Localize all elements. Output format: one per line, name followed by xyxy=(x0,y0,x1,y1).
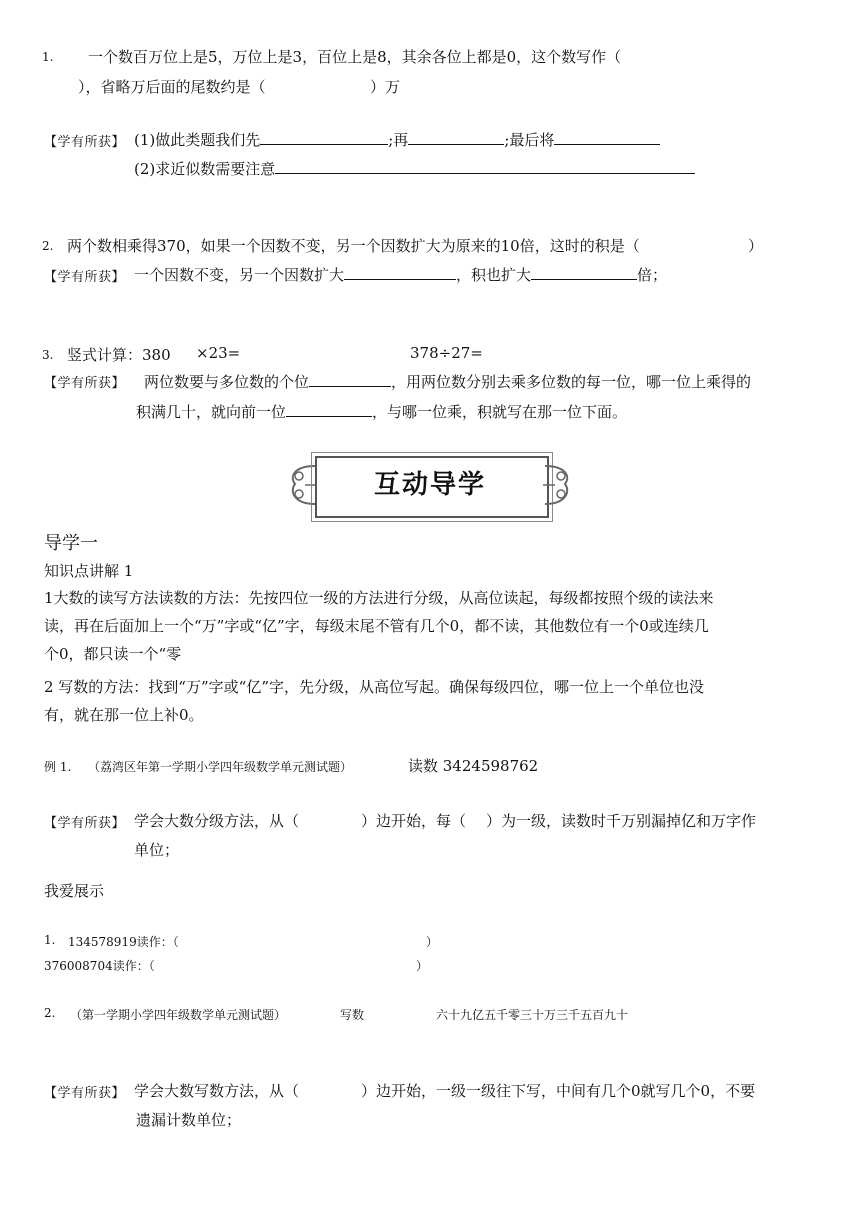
blank-field[interactable] xyxy=(531,265,637,280)
q2-number: 2. xyxy=(42,239,54,253)
gain4-text-c: ）为一级，读数时千万别漏掉亿和万字作 xyxy=(486,812,757,830)
write-method-line: 有，就在那一位上补0。 xyxy=(44,706,204,724)
gain1-line2 xyxy=(134,158,695,179)
gain5-line1 xyxy=(134,1080,755,1101)
gain5-text-a: 学会大数写数方法，从（ xyxy=(134,1082,300,1100)
gain-tag: 【学有所获】 xyxy=(44,376,126,391)
example-text: 读数 3424598762 xyxy=(408,757,539,775)
blank-field[interactable] xyxy=(286,402,372,417)
banner-title: 互动导学 xyxy=(373,470,486,500)
gain1-end: ;最后将 xyxy=(504,131,555,149)
gain2-line xyxy=(134,264,667,285)
q3-label: 竖式计算：380 xyxy=(67,346,171,364)
gain1-prefix: (1)做此类题我们先 xyxy=(134,131,261,149)
exercise-read-b: 376008704读作：（ xyxy=(44,959,155,973)
gain4-line2: 单位； xyxy=(134,841,180,859)
gain2-text-a: 一个因数不变，另一个因数扩大 xyxy=(134,266,345,284)
gain2-text-c: 倍； xyxy=(637,266,668,284)
blank-field[interactable] xyxy=(344,265,456,280)
blank-field[interactable] xyxy=(260,130,388,145)
gain-tag: 【学有所获】 xyxy=(44,816,126,831)
example-source: （荔湾区年第一学期小学四年级数学单元测试题） xyxy=(88,760,353,774)
gain3-line2 xyxy=(136,401,627,422)
gain-tag: 【学有所获】 xyxy=(44,270,126,285)
example-prefix: 例 1. xyxy=(44,760,72,774)
q3-number: 3. xyxy=(42,348,54,362)
method-paragraph-line: 个0，都只读一个“零 xyxy=(44,645,182,663)
gain5-line2: 遗漏计数单位； xyxy=(136,1111,242,1129)
show-heading: 我爱展示 xyxy=(44,882,105,900)
q2-text: 两个数相乘得370，如果一个因数不变，另一个因数扩大为原来的10倍，这时的积是（ xyxy=(67,237,640,255)
q1-text-line2b: ）万 xyxy=(370,78,401,96)
gain1-line1 xyxy=(134,129,660,150)
gain3-text-1a: 两位数要与多位数的个位 xyxy=(144,373,310,391)
exercise-read-a-close: ） xyxy=(426,935,439,949)
exercise-read-a: 134578919读作：（ xyxy=(68,935,179,949)
q2-close: ） xyxy=(748,237,764,255)
blank-field[interactable] xyxy=(408,130,504,145)
gain3-text-1b: ，用两位数分别去乘多位数的每一位，哪一位上乘得的 xyxy=(391,373,752,391)
exercise-number: 2. xyxy=(44,1006,56,1020)
gain2-text-b: ，积也扩大 xyxy=(456,266,532,284)
gain3-text-2b: ，与哪一位乘，积就写在那一位下面。 xyxy=(372,403,628,421)
q3-expr2: 378÷27= xyxy=(410,344,483,362)
method-paragraph-line: 读，再在后面加上一个“万”字或“亿”字，每级末尾不管有几个0，都不读，其他数位有一个0或连续几 xyxy=(44,617,709,635)
section-heading: 导学一 xyxy=(44,533,98,554)
ornament-right-icon xyxy=(541,462,575,508)
gain-tag: 【学有所获】 xyxy=(44,135,126,150)
gain1-mid: ;再 xyxy=(388,131,409,149)
blank-field[interactable] xyxy=(554,130,660,145)
exercise-text: 六十九亿五千零三十万三千五百九十 xyxy=(436,1008,629,1022)
section-banner xyxy=(285,448,575,522)
exercise-read-b-close: ） xyxy=(416,959,429,973)
q1-text: 一个数百万位上是5，万位上是3，百位上是8，其余各位上都是0，这个数写作（ xyxy=(88,48,622,66)
q1-number: 1. xyxy=(42,50,54,64)
q3-expr1: ×23= xyxy=(196,344,241,362)
gain3-line1 xyxy=(144,371,751,392)
gain1-b-prefix: (2)求近似数需要注意 xyxy=(134,160,276,178)
gain4-text-b: ）边开始，每（ xyxy=(361,812,467,830)
gain5-text-b: ）边开始，一级一级往下写，中间有几个0就写几个0，不要 xyxy=(361,1082,756,1100)
method-paragraph-line: 1大数的读写方法读数的方法：先按四位一级的方法进行分级，从高位读起，每级都按照个级的读法来 xyxy=(44,589,714,607)
knowledge-point-title: 知识点讲解 1 xyxy=(44,562,134,580)
blank-field[interactable] xyxy=(309,372,391,387)
gain-tag: 【学有所获】 xyxy=(44,1086,126,1101)
exercise-number: 1. xyxy=(44,933,56,947)
blank-field[interactable] xyxy=(275,159,695,174)
exercise-task: 写数 xyxy=(340,1008,365,1022)
gain4-text-a: 学会大数分级方法，从（ xyxy=(134,812,300,830)
write-method-line: 2 写数的方法：找到“万”字或“亿”字，先分级，从高位写起。确保每级四位，哪一位上一个单位也没 xyxy=(44,678,704,696)
q1-text-line2a: ），省略万后面的尾数约是（ xyxy=(78,78,266,96)
gain3-text-2a: 积满几十，就向前一位 xyxy=(136,403,287,421)
gain4-line1 xyxy=(134,810,756,831)
exercise-source: （第一学期小学四年级数学单元测试题） xyxy=(70,1008,287,1022)
